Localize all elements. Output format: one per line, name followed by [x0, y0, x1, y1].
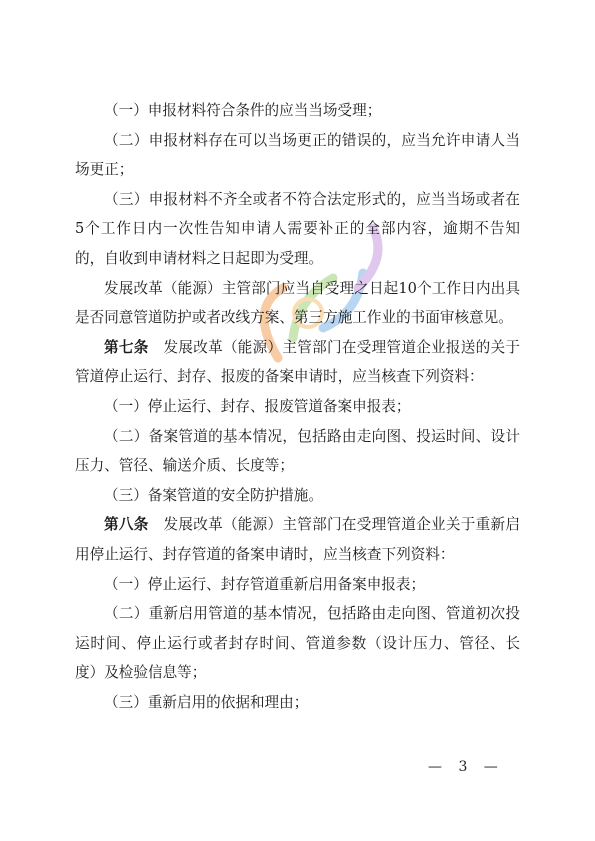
paragraph: [75, 96, 520, 126]
paragraph: [75, 422, 520, 481]
paragraph: [75, 274, 520, 333]
paragraph-text: （三）重新启用的依据和理由；: [104, 693, 309, 711]
paragraph-text: （二）申报材料存在可以当场更正的错误的，应当允许申请人当场更正；: [75, 131, 520, 179]
paragraph: [75, 570, 520, 600]
paragraph: [75, 333, 520, 392]
paragraph-text: 发展改革（能源）主管部门在受理管道企业关于重新启用停止运行、封存管道的备案申请时，应当核查下列资料：: [75, 516, 520, 563]
paragraph-text: （一）停止运行、封存管道重新启用备案申报表；: [104, 575, 426, 593]
paragraph-text: （一）申报材料符合条件的应当当场受理；: [104, 102, 382, 119]
paragraph: [75, 185, 520, 274]
article-heading: 第八条: [104, 516, 149, 534]
paragraph: [75, 481, 520, 511]
paragraph: [75, 126, 520, 185]
paragraph: [75, 510, 520, 569]
paragraph: [75, 392, 520, 422]
paragraph: [75, 688, 520, 718]
paragraph-text: （一）停止运行、封存、报废管道备案申报表；: [104, 397, 411, 415]
paragraph-text: （三）备案管道的安全防护措施。: [104, 486, 323, 504]
paragraph-text: 发展改革（能源）主管部门应当自受理之日起10个工作日内出具是否同意管道防护或者改线方案、第三方施工作业的书面审核意见。: [75, 279, 520, 327]
paragraph: [75, 599, 520, 688]
paragraph-text: （二）备案管道的基本情况，包括路由走向图、投运时间、设计压力、管径、输送介质、长度等；: [75, 427, 520, 475]
article-heading: 第七条: [104, 338, 149, 356]
page-number: — 3 —: [428, 759, 504, 775]
document-body: [75, 96, 520, 717]
paragraph-text: （二）重新启用管道的基本情况，包括路由走向图、管道初次投运时间、停止运行或者封存时间、管道参数（设计压力、管径、长度）及检验信息等；: [75, 605, 520, 682]
paragraph-text: 发展改革（能源）主管部门在受理管道企业报送的关于管道停止运行、封存、报废的备案申请时，应当核查下列资料：: [75, 338, 520, 386]
paragraph-text: （三）申报材料不齐全或者不符合法定形式的，应当当场或者在5个工作日内一次性告知申请人需要补正的全部内容，逾期不告知的，自收到申请材料之日起即为受理。: [75, 190, 520, 267]
